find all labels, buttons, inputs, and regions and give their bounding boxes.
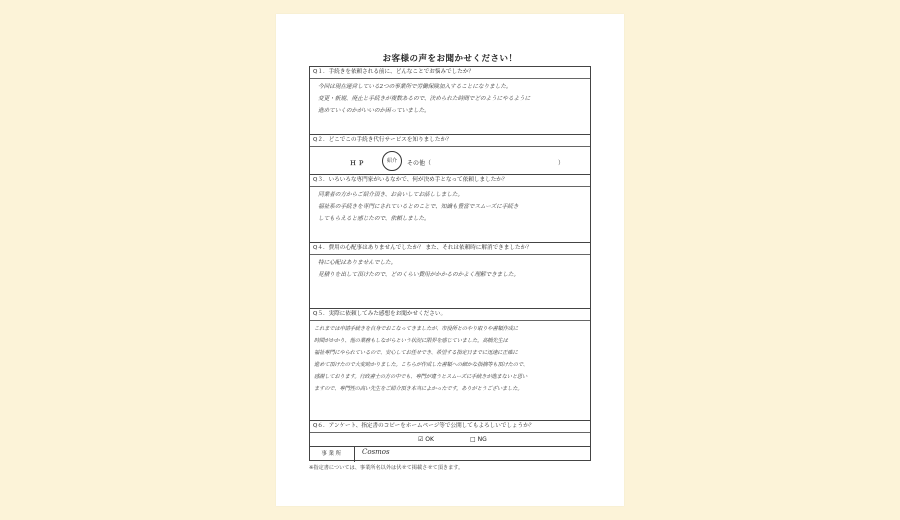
question-4-answer: [310, 255, 590, 281]
answer-line: 進めて頂けたので大変助かりました。こちらが作成した書類への細かな指摘等も頂けたので、: [314, 362, 528, 368]
question-6: [310, 421, 590, 447]
ng-checkbox[interactable]: □ NG: [470, 436, 487, 443]
answer-line: 感謝しております。行政書士の方の中でも、専門が違うとスムーズに手続きが進まないと思い: [314, 374, 528, 380]
question-5: [310, 309, 590, 421]
question-6-label: Q６．アンケート、指定書のコピーをホームページ等で公開してもよろしいでしょうか？: [310, 421, 590, 433]
answer-line: 時間がかかり、他の業務もしながらという状況に限界を感じていました。高橋先生は: [314, 338, 508, 344]
answer-line: 福祉系の手続きを専門にされているとのことで、知識も豊富でスムーズに手続き: [318, 204, 519, 210]
answer-line: 特に心配はありませんでした。: [318, 260, 397, 266]
question-3-label: Q３．いろいろな専門家がいるなかで、何が決め手となって依頼しましたか？: [310, 175, 590, 187]
answer-line: 今回は現在運営している2つの事業所で労働保険加入することになりました。: [318, 84, 512, 90]
answer-line: 同業者の方からご紹介頂き、お会いしてお話ししました。: [318, 192, 464, 198]
source-options: [310, 147, 590, 175]
other-option-close: ）: [558, 160, 565, 167]
survey-form: [309, 66, 591, 461]
answer-line: 福祉専門にやられているので、安心してお任せでき、希望する指定日までに迅速に正確に: [314, 350, 518, 356]
answer-line: 見積りを出して頂けたので、どのくらい費用がかかるのかよく理解できました。: [318, 272, 520, 278]
footnote: ※指定書については、事業所名以外は伏せて掲載させて頂きます。: [309, 465, 464, 471]
survey-sheet: [276, 14, 624, 506]
ok-checkbox[interactable]: ☑ OK: [418, 436, 434, 443]
question-4: [310, 243, 590, 309]
referral-option-circled: 紹介: [382, 151, 402, 171]
answer-line: 進めていくのかがいいのか困っていました。: [318, 108, 430, 114]
answer-line: ますので、専門性の高い先生をご紹介頂き本当によかったです。ありがとうございました。: [314, 386, 523, 392]
office-label: 事業所: [310, 447, 355, 462]
question-3-answer: [310, 187, 590, 225]
question-5-label: Q５．実際に依頼してみた感想をお聞かせください。: [310, 309, 590, 321]
question-2-label: Q２．どこでこの手続き代行サービスを知りましたか？: [310, 135, 590, 147]
survey-title: お客様の声をお聞かせください！: [382, 54, 518, 64]
question-4-label: Q４．費用の心配事はありませんでしたか？ また、それは依頼時に解消できましたか？: [310, 243, 590, 255]
question-2: [310, 135, 590, 175]
office-row: [310, 447, 590, 462]
answer-line: 変更・新規、廃止と手続きが複数あるので、決められた時間でどのようにやるように: [318, 96, 531, 102]
question-3: [310, 175, 590, 243]
hp-option: ＨＰ: [350, 160, 367, 167]
question-1-label: Q１．手続きを依頼される前に、どんなことでお悩みでしたか？: [310, 67, 590, 79]
question-5-answer: [310, 321, 590, 395]
answer-line: してもらえると感じたので、依頼しました。: [318, 216, 430, 222]
answer-line: これまでは申請手続きを自身でおこなってきましたが、市役所とのやり取りや書類作成に: [314, 326, 518, 332]
other-option: その他（: [407, 160, 432, 167]
office-name: Cosmos: [362, 448, 390, 456]
publish-options: [310, 433, 590, 448]
question-1-answer: [310, 79, 590, 117]
question-1: [310, 67, 590, 135]
